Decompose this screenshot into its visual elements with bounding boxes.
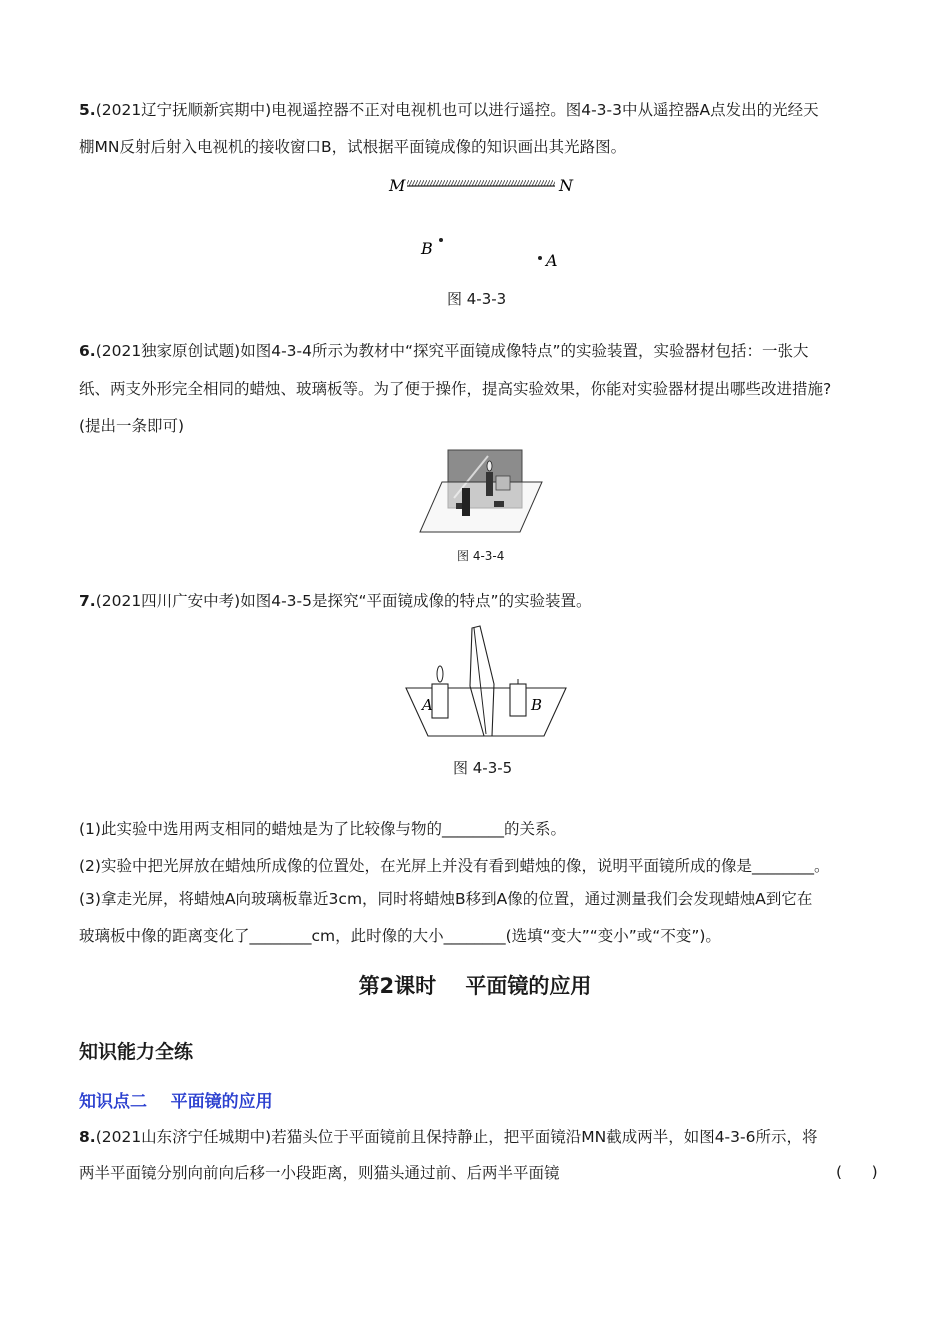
candle-back: [486, 472, 493, 496]
label-m: M: [389, 176, 406, 195]
q7-number: 7.: [79, 592, 96, 610]
label-b: B: [421, 239, 433, 258]
q8-line-2: 两半平面镜分别向前向后移一小段距离，则猫头通过前、后两半平面镜: [79, 1164, 560, 1182]
label-candle-b: B: [531, 696, 543, 714]
caption-4-3-5: 图 4-3-5: [453, 759, 513, 777]
q6-text-1: (2021独家原创试题)如图4-3-4所示为教材中“探究平面镜成像特点”的实验装置，实验器材包括：一张大: [95, 342, 809, 360]
q6-number: 6.: [79, 342, 96, 360]
paper-sheet: [420, 482, 542, 532]
q5-text-1: (2021辽宁抚顺新宾期中)电视遥控器不正对电视机也可以进行遥控。图4-3-3中从遥控器A点发出的光经天: [95, 101, 819, 119]
q8-answer-paren: ( ): [836, 1163, 878, 1181]
lesson-title: 第2课时 平面镜的应用: [358, 974, 592, 998]
q5-line-1: [79, 100, 819, 120]
q7-sub-1: (1)此实验中选用两支相同的蜡烛是为了比较像与物的________的关系。: [79, 820, 566, 838]
glass-base-right: [494, 501, 504, 507]
candle-image: [496, 476, 510, 490]
label-candle-a: A: [422, 696, 433, 714]
figure-4-3-5: [400, 622, 570, 744]
q7-sub-2: (2)实验中把光屏放在蜡烛所成像的位置处，在光屏上并没有看到蜡烛的像，说明平面镜所成的像是________。: [79, 857, 830, 875]
q6-line-3: (提出一条即可): [79, 417, 185, 435]
caption-4-3-3: 图 4-3-3: [447, 290, 507, 308]
candle-front: [462, 488, 470, 516]
glass-plate-side: [470, 626, 494, 736]
q6-line-1: [79, 341, 809, 361]
point-a: [538, 256, 542, 260]
label-n: N: [559, 176, 573, 195]
knowledge-point-title: 知识点二 平面镜的应用: [79, 1092, 273, 1112]
q6-line-2: 纸、两支外形完全相同的蜡烛、玻璃板等。为了便于操作，提高实验效果，你能对实验器材提出哪些改进措施?: [79, 380, 832, 398]
candle-flame: [487, 461, 492, 471]
q7-text-1: (2021四川广安中考)如图4-3-5是探究“平面镜成像的特点”的实验装置。: [95, 592, 592, 610]
q8-line-1: [79, 1127, 817, 1147]
candle-a: [432, 684, 448, 718]
label-a: A: [546, 251, 558, 270]
mirror-hatch: [407, 180, 555, 186]
q8-text-1: (2021山东济宁任城期中)若猫头位于平面镜前且保持静止，把平面镜沿MN截成两半，如图4-3-6所示，将: [95, 1128, 818, 1146]
candle-b: [510, 684, 526, 716]
figure-4-3-4: [418, 448, 546, 540]
q7-sub-3-line-1: (3)拿走光屏，将蜡烛A向玻璃板靠近3cm，同时将蜡烛B移到A像的位置，通过测量我们会发现蜡烛A到它在: [79, 890, 813, 908]
q7-sub-3-line-2: 玻璃板中像的距离变化了________cm，此时像的大小________(选填“变大”“变小”或“不变”)。: [79, 927, 721, 945]
section-title: 知识能力全练: [79, 1041, 194, 1063]
caption-4-3-4: 图 4-3-4: [457, 549, 505, 563]
point-b: [439, 238, 443, 242]
q7-line-1: [79, 591, 592, 611]
flame-a: [437, 666, 443, 682]
q8-number: 8.: [79, 1128, 96, 1146]
q5-number: 5.: [79, 101, 96, 119]
q5-line-2: 棚MN反射后射入电视机的接收窗口B，试根据平面镜成像的知识画出其光路图。: [79, 138, 627, 156]
